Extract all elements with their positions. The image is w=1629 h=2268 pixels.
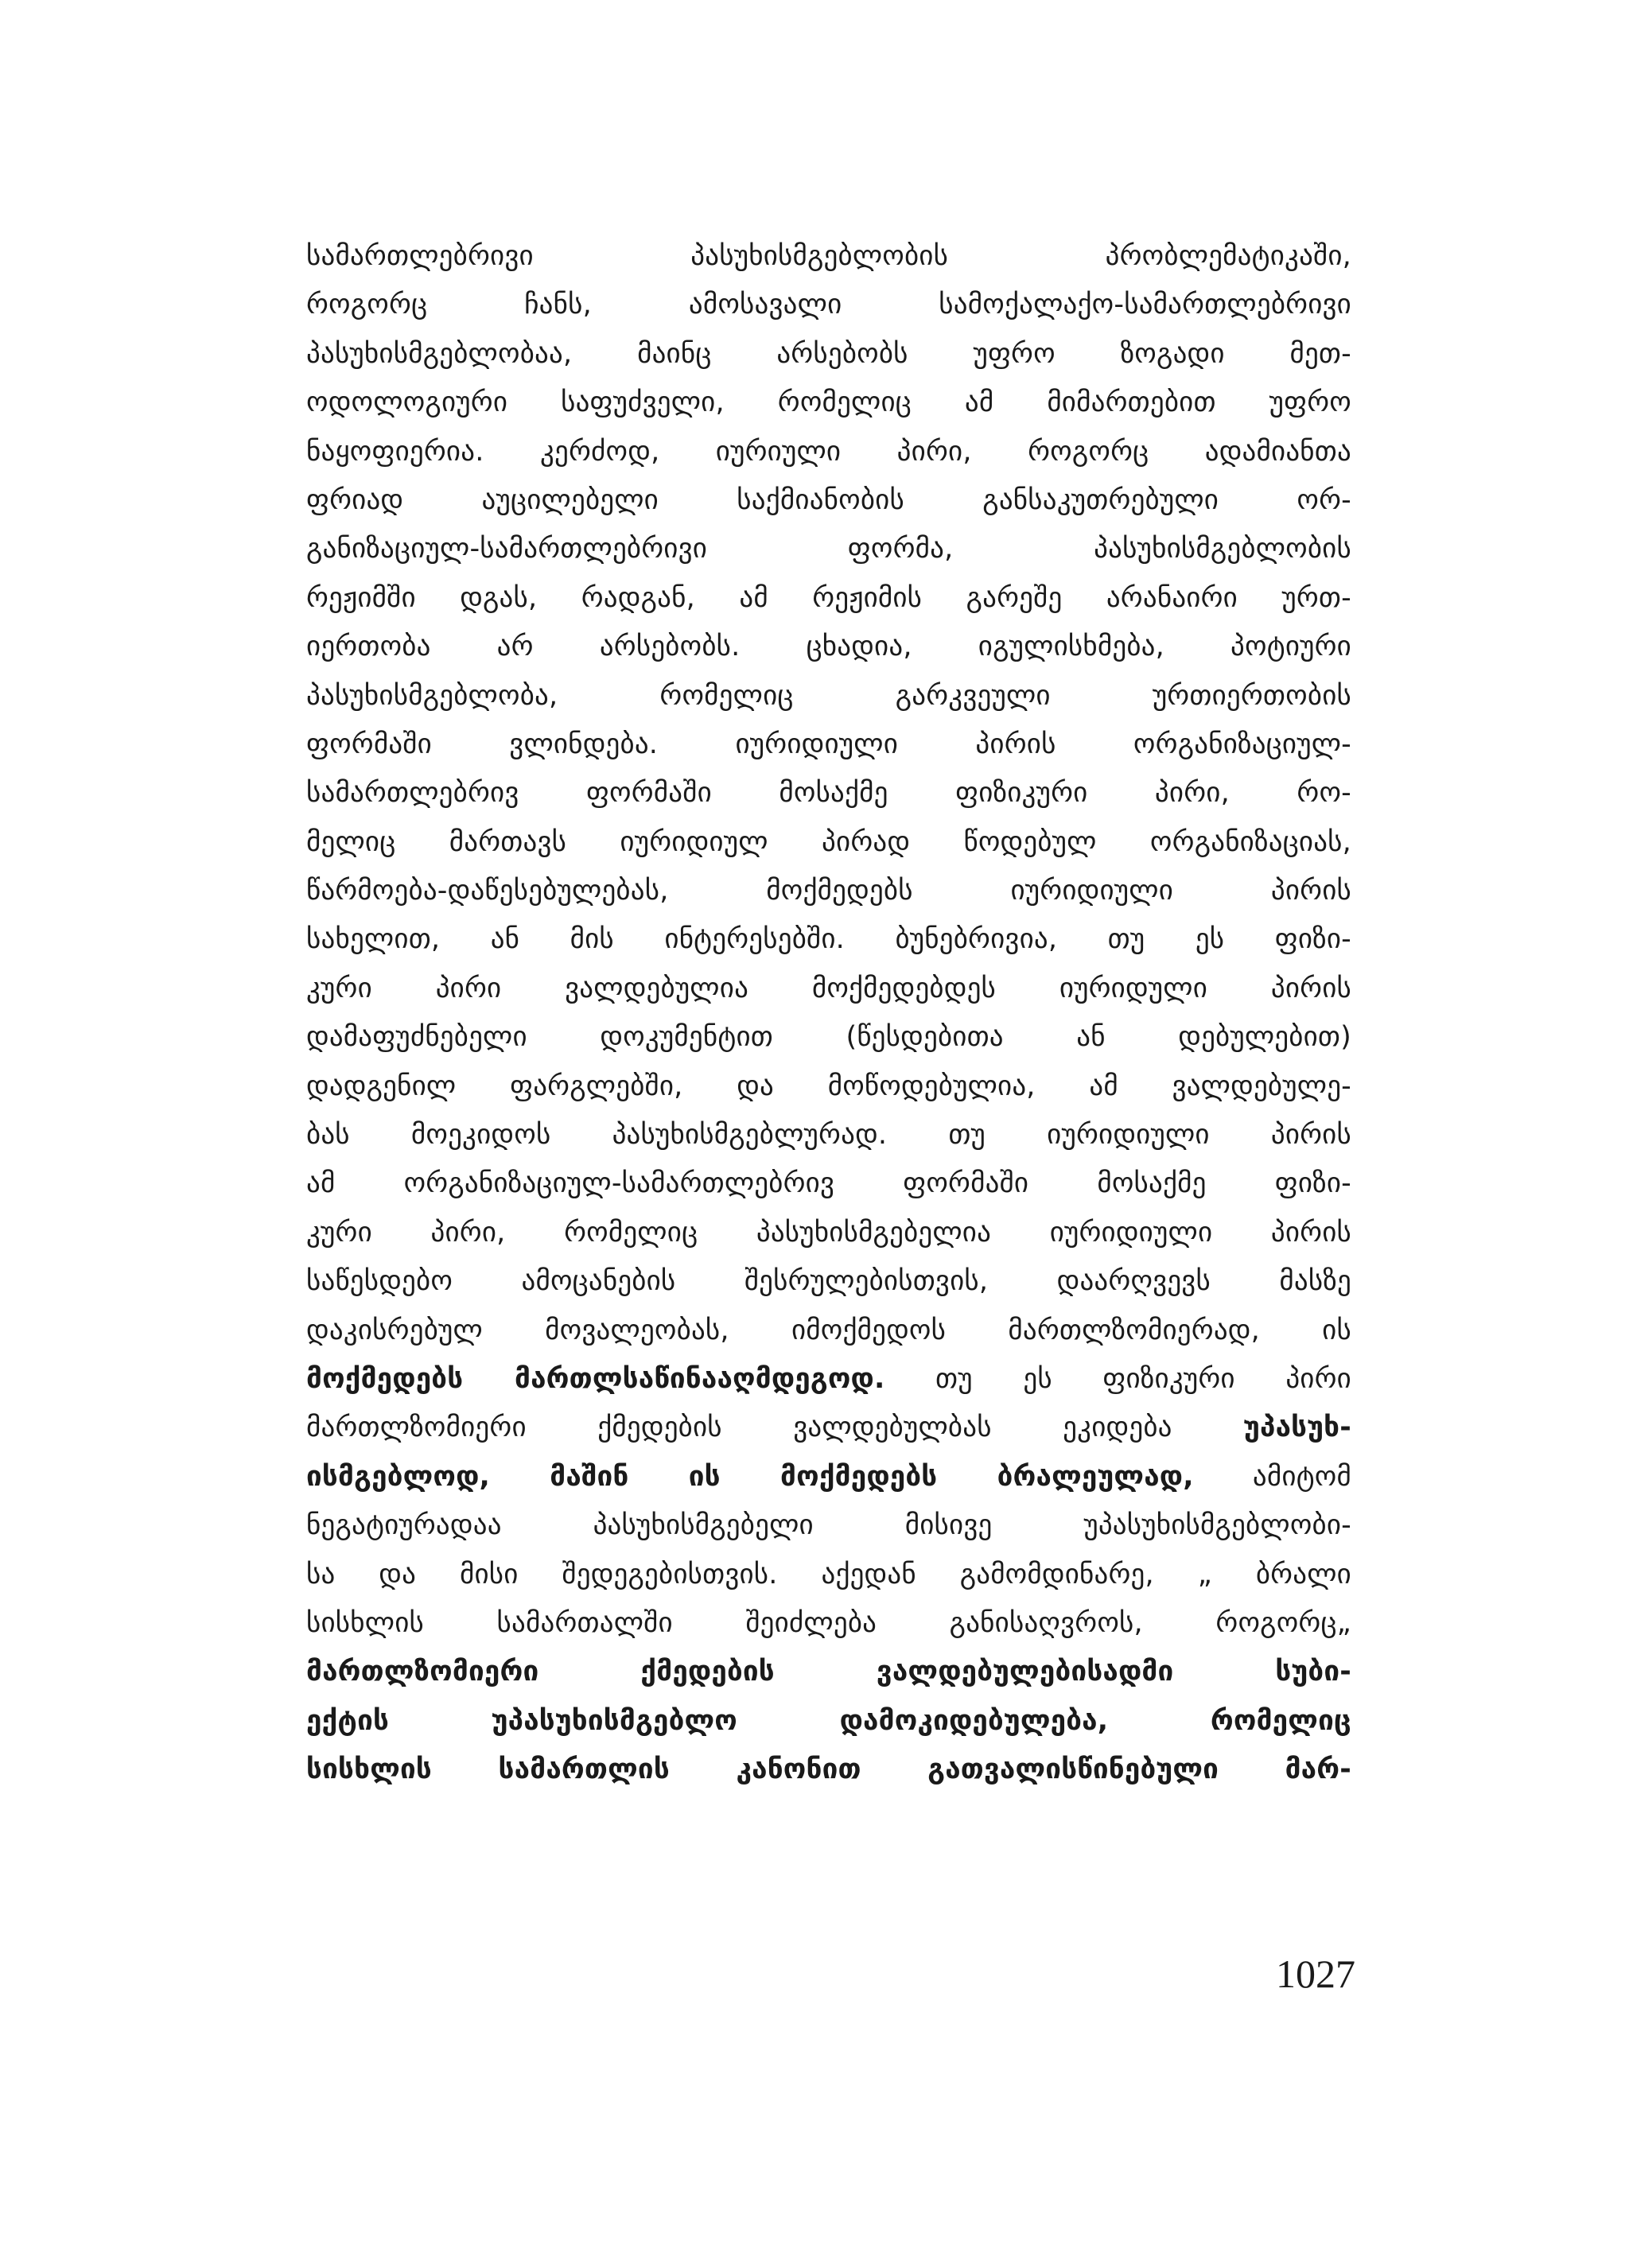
text-line [306, 1307, 1351, 1355]
text-segment: განიზაციულ-სამართლებრივი ფორმა, პასუხისმგებლობის [306, 533, 1351, 565]
text-line [306, 672, 1351, 720]
text-line [306, 720, 1351, 769]
text-line [306, 232, 1351, 281]
text-line [306, 818, 1351, 867]
text-line [306, 623, 1351, 671]
text-segment: სამართლებრივი პასუხისმგებლობის პრობლემატიკაში, [306, 240, 1351, 272]
text-segment: სისხლის სამართალში შეიძლება განისაღვროს, როგორც„ [306, 1606, 1351, 1639]
text-line [306, 1501, 1351, 1550]
text-line [306, 1355, 1351, 1404]
text-segment: ოდოლოგიური საფუძველი, რომელიც ამ მიმართებით უფრო [306, 386, 1351, 419]
text-segment: დამაფუძნებელი დოკუმენტით (წესდებითა ან დებულებით) [306, 1021, 1351, 1054]
text-line [306, 379, 1351, 427]
text-line [306, 428, 1351, 476]
page-number: 1027 [1276, 1951, 1355, 1996]
bold-text-segment: მოქმედებს მართლსაწინააღმდეგოდ. [306, 1362, 885, 1395]
text-segment: სა და მისი შედეგებისთვის. აქედან გამომდინარე, „ ბრალი [306, 1558, 1351, 1590]
text-line [306, 330, 1351, 379]
text-segment: ფრიად აუცილებელი საქმიანობის განსაკუთრებული ორ- [306, 484, 1351, 516]
body-text [306, 232, 1351, 1795]
text-line [306, 769, 1351, 817]
bold-text-segment: ექტის უპასუხისმგებლო დამოკიდებულება, რომელიც [306, 1704, 1351, 1737]
text-line [306, 1111, 1351, 1159]
text-segment: საწესდებო ამოცანების შესრულებისთვის, დაარღვევს მასზე [306, 1265, 1351, 1298]
text-segment: ამიტომ [1193, 1460, 1351, 1493]
text-line [306, 281, 1351, 329]
text-segment: სახელით, ან მის ინტერესებში. ბუნებრივია, თუ ეს ფიზი- [306, 923, 1351, 956]
text-line [306, 965, 1351, 1013]
text-line [306, 1648, 1351, 1696]
text-line [306, 867, 1351, 915]
text-line [306, 1599, 1351, 1648]
text-line [306, 1062, 1351, 1111]
text-segment: ამ ორგანიზაციულ-სამართლებრივ ფორმაში მოსაქმე ფიზი- [306, 1167, 1351, 1200]
bold-text-segment: ისმგებლოდ, მაშინ ის მოქმედებს ბრალეულად, [306, 1460, 1194, 1493]
text-segment: კური პირი, რომელიც პასუხისმგებელია იურიდიული პირის [306, 1216, 1351, 1249]
text-segment: პასუხისმგებლობა, რომელიც გარკვეული ურთიერთობის [306, 679, 1351, 712]
text-line [306, 1257, 1351, 1306]
text-segment: ბას მოეკიდოს პასუხისმგებლურად. თუ იურიდიული პირის [306, 1119, 1351, 1151]
bold-text-segment: მართლზომიერი ქმედების ვალდებულებისადმი სუბი- [306, 1656, 1351, 1688]
text-segment: ნაყოფიერია. კერძოდ, იურიული პირი, როგორც ადამიანთა [306, 435, 1351, 468]
text-segment: როგორც ჩანს, ამოსავალი სამოქალაქო-სამართლებრივი [306, 289, 1351, 321]
text-line [306, 1159, 1351, 1208]
text-segment: წარმოება-დაწესებულებას, მოქმედებს იურიდიული პირის [306, 875, 1351, 907]
text-segment: ფორმაში ვლინდება. იურიდიული პირის ორგანიზაციულ- [306, 728, 1351, 760]
text-segment: კური პირი ვალდებულია მოქმედებდეს იურიდული პირის [306, 972, 1351, 1004]
text-segment: იერთობა არ არსებობს. ცხადია, იგულისხმება, პოტიური [306, 631, 1351, 663]
text-line [306, 915, 1351, 964]
text-segment: თუ ეს ფიზიკური პირი [884, 1362, 1351, 1395]
text-segment: დაკისრებულ მოვალეობას, იმოქმედოს მართლზომიერად, ის [306, 1314, 1351, 1346]
text-segment: რეჟიმში დგას, რადგან, ამ რეჟიმის გარეშე არანაირი ურთ- [306, 581, 1351, 614]
text-line [306, 1209, 1351, 1257]
bold-text-segment: უპასუხ- [1243, 1412, 1351, 1444]
text-segment: მართლზომიერი ქმედების ვალდებულბას ეკიდება [306, 1412, 1244, 1444]
text-line [306, 525, 1351, 573]
text-segment: პასუხისმგებლობაა, მაინც არსებობს უფრო ზოგადი მეთ- [306, 337, 1351, 370]
text-line [306, 1746, 1351, 1794]
text-line [306, 1013, 1351, 1062]
text-line [306, 1697, 1351, 1746]
text-line [306, 476, 1351, 525]
text-segment: დადგენილ ფარგლებში, და მოწოდებულია, ამ ვალდებულე- [306, 1070, 1351, 1102]
text-line [306, 1551, 1351, 1599]
text-line [306, 574, 1351, 623]
text-segment: სამართლებრივ ფორმაში მოსაქმე ფიზიკური პირი, რო- [306, 777, 1351, 810]
bold-text-segment: სისხლის სამართლის კანონით გათვალისწინებული მარ- [306, 1753, 1351, 1786]
text-line [306, 1404, 1351, 1452]
text-segment: ნეგატიურადაა პასუხისმგებელი მისივე უპასუხისმგებლობი- [306, 1509, 1351, 1542]
text-line [306, 1453, 1351, 1501]
text-segment: მელიც მართავს იურიდიულ პირად წოდებულ ორგანიზაციას, [306, 825, 1351, 858]
